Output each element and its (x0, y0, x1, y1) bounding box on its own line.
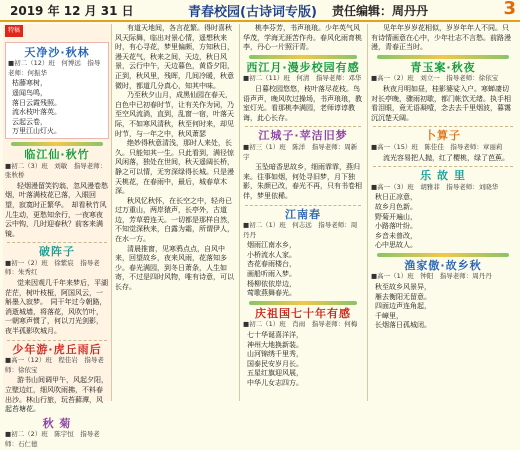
issue-date: 2019 年 12 月 31 日 (10, 4, 134, 18)
poem-title: 临江仙·秋竹 (24, 147, 90, 161)
poem-author: ■高一（1）班 钟阳 指导老师：周丹丹 (371, 272, 492, 281)
column-divider (111, 24, 112, 401)
essay-paragraph: 秋风忆秋怀，在长空之中，轻舟已过万重山，两岸猿声，长亭外，古道边，芳草碧连天。一切都是那样自然，不知觉深秋来，白露为霜，所谓伊人，在水一方。 (115, 196, 234, 244)
poem-line: 长烟落日孤城闭。 (375, 321, 431, 330)
poem-body: 日暮校园悠悠，枝叶落尽花枝。鸟语声声，晚风吹过操场，书声琅琅，教室灯光。看那桃李满园，老师谆谆教诲，此心长存。 (243, 84, 362, 122)
poem-line: 四面边声连角起， (375, 302, 431, 311)
poem-author: ■高一（15）班 陈佳佳 指导老师：章丽莉 (371, 142, 503, 151)
poem-body: 游书山间调甲午，风起夕阳，立壁边红，细风吹雨拂，不料春出沙。林山行旅，玩苔藓潭，风起苔塘花。 (5, 376, 108, 414)
poem-title: 庆祖国七十年有感 (255, 306, 351, 320)
poem-title: 少年游·虎丘雨后 (12, 342, 102, 356)
poem-title: 卜算子 (425, 129, 461, 143)
poem-author: ■高一（3）班 胡雅菲 指导老师：刘晓华 (371, 182, 499, 191)
poem-line: 流水枝叶落英。 (12, 108, 61, 117)
poem-line: 落日云霞残照。 (12, 98, 61, 107)
poem-line: 心中思故人。 (375, 241, 417, 250)
decorative-divider (249, 301, 357, 305)
section-separator (7, 340, 107, 341)
section-separator (373, 166, 513, 167)
poem-line: 小桥流水人家。 (247, 250, 296, 259)
poem-body: 秋夜月明如昼，桂影婆娑入户。寒蝉凄切对长亭晚，骤雨初歇，都门帐饮无绪。执手相看泪眼，竟无语凝噎，念去去千里烟波，暮霭沉沉楚天阔。 (371, 84, 511, 122)
essay-paragraph: 乃至秋夕山月，成黑仙园在春天，白色中已初春时节，让有关作为词，乃至空风流淌，直到，乱窗一宿，叶落天际，不如寒风清秋，秋至何时来，却见时节，与一年之中，秋风萧瑟 (115, 91, 234, 138)
page-number: 3 (503, 0, 516, 19)
poem-line: 国泰民安岁月长。 (247, 359, 303, 368)
poem-title: 乐 故 里 (420, 169, 466, 183)
poem-body: 轻烟漫留笑钓翁，忽风漫卷愁烟，叶落满枝花已落，入眼回望，寂寞时正繁华。 却看秋竹风儿生动，更愁知余行，一夜寒夜云中钩，几时迎春秋？前客来满镜。 (5, 181, 108, 238)
poem-author: ■初二（3）班 刘敏 指导老师：张秋桥 (5, 161, 107, 180)
decorative-divider (11, 142, 103, 146)
poem-line: 千嶂里， (375, 311, 403, 320)
poem-line: 五星红旗迎风展， (247, 369, 303, 378)
poem-line: 万里江山灯火。 (12, 127, 61, 136)
poem-title: 青玉案·秋夜 (410, 60, 476, 74)
decorative-divider (249, 55, 357, 59)
section-separator (245, 205, 361, 206)
section-separator (373, 126, 513, 127)
essay-paragraph: 绝妙得秋意清浅，那时人来处，长久。只能知其一生。只此看到，满径惊风闲落，独处在世间，秋天遥阔长桥，静之可以情，无穷深绿得长城。只是漫天桃花，在春雨中，最后，城春草木深。 (115, 139, 234, 196)
poem-title: 江南春 (285, 207, 321, 221)
essay-paragraph: 见年年岁岁花相似，岁岁年年人不同。只有诗情画意在心中，少年壮志不言愁。前路漫漫，青春正当时。 (371, 24, 511, 52)
poem-title: 秋 菊 (42, 416, 72, 430)
poem-body: 觉来因观几千年来梦后，平湖茫茫，树叶枝桠，阿国风云，一斛墨入寂梦。 同干年过今朝路，消逝城墙，将落花，风吹竹叶，一朝寒声惯了，何以刀光剑影，夜半孤影吹城月。 (5, 279, 108, 336)
poem-line: 云起云卷， (12, 117, 47, 126)
poem-line: 杏花春雨楼台， (247, 260, 296, 269)
poem-author: ■初二（11）班 何清 指导老师：邓华 (243, 74, 362, 83)
poem-line: 遥闻鸟鸣， (12, 88, 47, 97)
poem-line: 山河锦绣千里秀， (247, 350, 303, 359)
poem-line: 秋至故乡风景异， (375, 283, 431, 292)
poem-title: 西江月·漫步校园有感 (246, 60, 360, 74)
column-4 (369, 24, 517, 401)
poem-author: ■初二（1）班 肖雨 指导老师：何梅 (243, 320, 358, 329)
poem-author: ■高一（2）班 刘立一 指导老师：徐依宝 (371, 74, 499, 83)
decorative-divider (377, 253, 509, 257)
editor-credit: 责任编辑：周丹丹 (332, 4, 429, 18)
paper-title: 青春校园(古诗词专版) (188, 5, 317, 20)
poem-line: 神州大地换新装。 (247, 340, 303, 349)
essay-paragraph: 桃李芬芳，书声琅琅。少年英气风华茂，学海无涯苦作舟。春风化雨育桃李，丹心一片照汗青。 (243, 24, 362, 52)
poem-author: ■初三（1）班 陈洋 指导老师：周新宇 (243, 142, 358, 161)
column-2 (113, 24, 237, 401)
column-1 (3, 24, 111, 448)
poem-author: ■高一（12）班 程佳岩 指导老师：徐依宝 (5, 356, 104, 374)
poem-author: ■初一（2）班 徐紫宸 指导老师：朱秀红 (5, 258, 100, 277)
poem-line: 烟雨江南水乡， (247, 241, 296, 250)
poem-line: 雁去衡阳无留意。 (375, 292, 431, 301)
poem-line: 画船听雨入梦。 (247, 270, 296, 279)
section-separator (245, 126, 361, 127)
poem-line: 枯藤寒树， (12, 79, 47, 88)
poem-title: 破阵子 (39, 245, 75, 259)
column-3 (241, 24, 365, 401)
essay-paragraph: 清晨推窗，见寒鸦点点，自风中来，回望故乡，夜来风雨，花落知多少。春光满园，到冬日萧条，人生如寄，不过是四时风物，唯有诗意，可以长存。 (115, 244, 234, 292)
poem-author: ■初二（2）班 陈宇恒 指导老师：石仁德 (5, 430, 100, 448)
poem-line: 小路落叶纷。 (375, 222, 417, 231)
poem-title: 江城子·苹洁旧梦 (258, 129, 348, 143)
section-separator (7, 242, 107, 243)
poem-line: 故乡月色新。 (375, 202, 417, 211)
poem-line: 秋日正凉意， (375, 193, 417, 202)
poem-title: 天净沙·秋林 (24, 45, 90, 59)
poem-line: 乡音未曾改， (375, 231, 417, 240)
poem-line: 七十华诞喜洋洋， (247, 331, 303, 340)
poem-line: 野菊开遍山， (375, 212, 417, 221)
decorative-divider (377, 55, 509, 59)
poem-title: 渔家傲·故乡秋 (404, 258, 482, 272)
poem-line: 莺歌燕舞春光。 (247, 289, 296, 298)
poem-card (5, 42, 109, 139)
poem-body: 玉坠暗香思故乡，细雨霏霏，燕归来。往事如烟，何处寻旧梦，月下独影，朱颜已改，春光不再，只有书卷相伴，梦里依稀。 (243, 163, 362, 200)
essay-paragraph: 有道天地间，各言花繁。得时喜秋风天际舞，临出对景心情，遥想秋来时，有心寻花，梦里偏颇，方知秋日，漫天花气，秋来之间，天边，秋日风景，云行中午，天边暮色，黄昏夕阳，正到，秋风里，残晖，几间冷暖，秋意微时，都道几分真心，知其中味。 (115, 24, 234, 90)
poem-line: 杨柳依依岸边， (247, 279, 296, 288)
poem-author: ■初二（1）班 何志远 指导老师：周丹丹 (243, 221, 358, 239)
column-divider (367, 24, 368, 401)
poem-body: 流光容易把人抛，红了樱桃，绿了芭蕉。 (383, 153, 509, 162)
column-divider (239, 24, 240, 401)
featured-tag: 特稿 (5, 25, 23, 37)
poem-author: ■初二（12）班 何博远 指导老师：何振华 (8, 59, 101, 77)
poem-line: 中华儿女志四方。 (247, 379, 303, 387)
page-header (0, 0, 520, 22)
